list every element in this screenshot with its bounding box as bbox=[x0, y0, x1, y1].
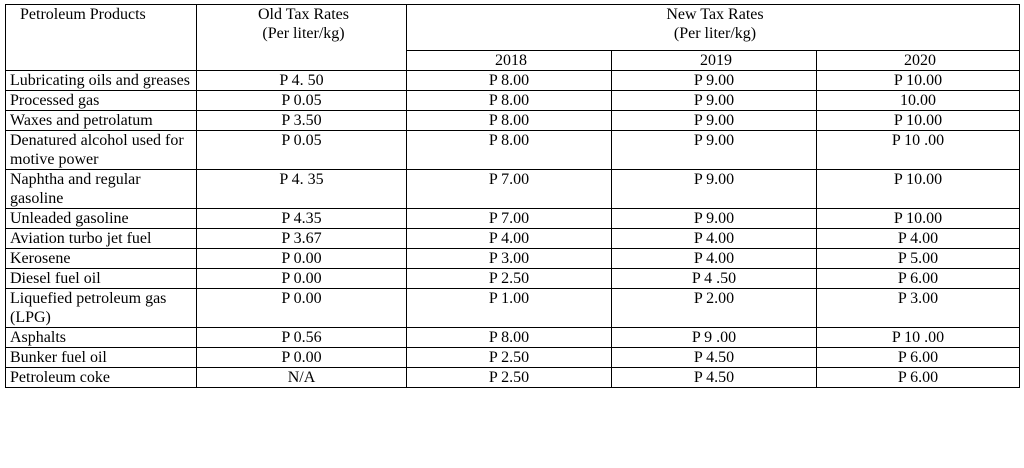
cell-rate-2018: P 8.00 bbox=[407, 131, 612, 170]
cell-old-rate: P 4.35 bbox=[197, 209, 407, 229]
table-row bbox=[6, 328, 1020, 348]
header-new-tax-rates bbox=[407, 5, 1020, 51]
table-row bbox=[6, 111, 1020, 131]
cell-old-rate: P 0.00 bbox=[197, 249, 407, 269]
cell-rate-2018: P 2.50 bbox=[407, 368, 612, 388]
table-row bbox=[6, 269, 1020, 289]
cell-rate-2019: P 9 .00 bbox=[612, 328, 817, 348]
cell-rate-2019: P 2.00 bbox=[612, 289, 817, 328]
table-header bbox=[6, 5, 1020, 71]
cell-rate-2020: P 10.00 bbox=[817, 170, 1020, 209]
cell-rate-2018: P 8.00 bbox=[407, 111, 612, 131]
cell-rate-2018: P 2.50 bbox=[407, 269, 612, 289]
table-row bbox=[6, 289, 1020, 328]
cell-rate-2020: P 10.00 bbox=[817, 111, 1020, 131]
cell-rate-2020: P 10 .00 bbox=[817, 328, 1020, 348]
cell-product: Liquefied petroleum gas (LPG) bbox=[6, 289, 197, 328]
header-row-main bbox=[6, 5, 1020, 51]
cell-rate-2020: P 10 .00 bbox=[817, 131, 1020, 170]
cell-old-rate: P 0.00 bbox=[197, 289, 407, 328]
cell-rate-2020: P 4.00 bbox=[817, 229, 1020, 249]
cell-product: Denatured alcohol used for motive power bbox=[6, 131, 197, 170]
cell-rate-2019: P 4.00 bbox=[612, 249, 817, 269]
petroleum-tax-table bbox=[5, 4, 1020, 388]
table-row bbox=[6, 348, 1020, 368]
cell-product: Petroleum coke bbox=[6, 368, 197, 388]
table-row bbox=[6, 209, 1020, 229]
cell-old-rate: P 0.05 bbox=[197, 131, 407, 170]
cell-rate-2018: P 3.00 bbox=[407, 249, 612, 269]
cell-product: Asphalts bbox=[6, 328, 197, 348]
table-body bbox=[6, 71, 1020, 388]
header-old-tax-rates-unit: (Per liter/kg) bbox=[262, 25, 345, 42]
cell-rate-2019: P 9.00 bbox=[612, 91, 817, 111]
table-row bbox=[6, 91, 1020, 111]
cell-product: Processed gas bbox=[6, 91, 197, 111]
cell-rate-2019: P 4.50 bbox=[612, 368, 817, 388]
cell-rate-2019: P 9.00 bbox=[612, 131, 817, 170]
cell-rate-2018: P 4.00 bbox=[407, 229, 612, 249]
cell-rate-2019: P 4.00 bbox=[612, 229, 817, 249]
header-year-2018: 2018 bbox=[407, 51, 612, 71]
cell-rate-2020: P 5.00 bbox=[817, 249, 1020, 269]
cell-rate-2020: P 6.00 bbox=[817, 368, 1020, 388]
cell-rate-2018: P 8.00 bbox=[407, 71, 612, 91]
cell-old-rate: P 4. 50 bbox=[197, 71, 407, 91]
cell-rate-2020: P 10.00 bbox=[817, 209, 1020, 229]
cell-old-rate: P 0.56 bbox=[197, 328, 407, 348]
header-old-tax-rates-title: Old Tax Rates bbox=[257, 6, 349, 23]
header-petroleum-products: Petroleum Products bbox=[6, 5, 197, 71]
cell-old-rate: N/A bbox=[197, 368, 407, 388]
cell-old-rate: P 4. 35 bbox=[197, 170, 407, 209]
table-row bbox=[6, 229, 1020, 249]
cell-rate-2018: P 1.00 bbox=[407, 289, 612, 328]
cell-rate-2019: P 9.00 bbox=[612, 209, 817, 229]
cell-rate-2019: P 4.50 bbox=[612, 348, 817, 368]
cell-rate-2019: P 9.00 bbox=[612, 111, 817, 131]
cell-old-rate: P 0.00 bbox=[197, 269, 407, 289]
table-row bbox=[6, 368, 1020, 388]
cell-rate-2018: P 7.00 bbox=[407, 209, 612, 229]
table-row bbox=[6, 71, 1020, 91]
cell-old-rate: P 3.50 bbox=[197, 111, 407, 131]
header-year-2020: 2020 bbox=[817, 51, 1020, 71]
table-row bbox=[6, 170, 1020, 209]
cell-product: Lubricating oils and greases bbox=[6, 71, 197, 91]
header-new-tax-rates-title: New Tax Rates bbox=[666, 6, 764, 23]
cell-rate-2020: P 6.00 bbox=[817, 269, 1020, 289]
cell-product: Bunker fuel oil bbox=[6, 348, 197, 368]
cell-old-rate: P 0.05 bbox=[197, 91, 407, 111]
cell-product: Aviation turbo jet fuel bbox=[6, 229, 197, 249]
header-new-tax-rates-unit: (Per liter/kg) bbox=[673, 25, 757, 42]
table-row bbox=[6, 131, 1020, 170]
cell-rate-2018: P 2.50 bbox=[407, 348, 612, 368]
cell-rate-2018: P 8.00 bbox=[407, 328, 612, 348]
cell-rate-2020: P 3.00 bbox=[817, 289, 1020, 328]
cell-rate-2019: P 9.00 bbox=[612, 170, 817, 209]
table-row bbox=[6, 249, 1020, 269]
header-old-tax-rates bbox=[197, 5, 407, 71]
cell-rate-2018: P 8.00 bbox=[407, 91, 612, 111]
cell-old-rate: P 3.67 bbox=[197, 229, 407, 249]
cell-product: Waxes and petrolatum bbox=[6, 111, 197, 131]
cell-rate-2020: P 10.00 bbox=[817, 71, 1020, 91]
cell-product: Diesel fuel oil bbox=[6, 269, 197, 289]
cell-product: Unleaded gasoline bbox=[6, 209, 197, 229]
cell-old-rate: P 0.00 bbox=[197, 348, 407, 368]
cell-rate-2020: 10.00 bbox=[817, 91, 1020, 111]
cell-rate-2020: P 6.00 bbox=[817, 348, 1020, 368]
cell-product: Naphtha and regular gasoline bbox=[6, 170, 197, 209]
cell-rate-2019: P 4 .50 bbox=[612, 269, 817, 289]
header-year-2019: 2019 bbox=[612, 51, 817, 71]
cell-product: Kerosene bbox=[6, 249, 197, 269]
cell-rate-2018: P 7.00 bbox=[407, 170, 612, 209]
cell-rate-2019: P 9.00 bbox=[612, 71, 817, 91]
